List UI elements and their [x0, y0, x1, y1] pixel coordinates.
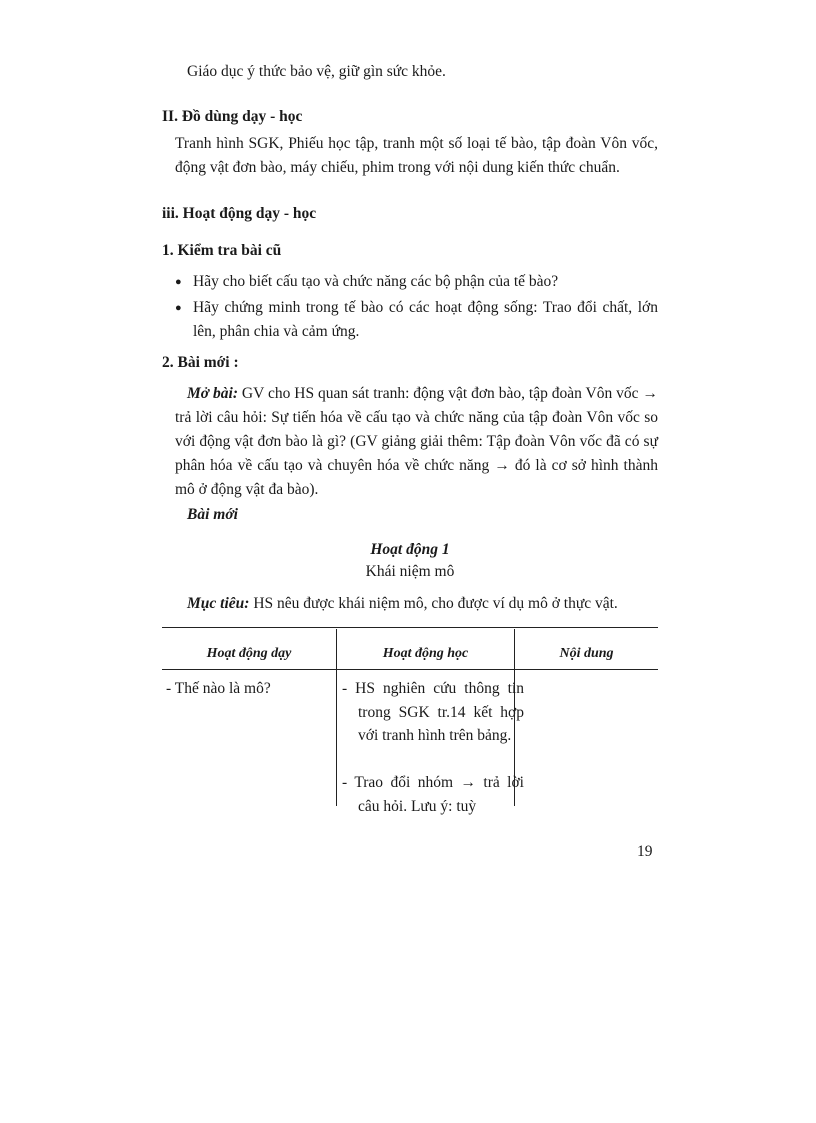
activity-title: Hoạt động 1: [370, 541, 450, 558]
objective-paragraph: [175, 592, 658, 616]
bullet-text: Hãy chứng minh trong tế bào có các hoạt động sống: Trao đổi chất, lớn lên, phân chia và cảm ứng.: [193, 299, 658, 340]
section-heading-materials: II. Đồ dùng dạy - học: [162, 108, 303, 125]
bullet-dot-icon: ●: [175, 302, 182, 314]
objective-text: HS nêu được khái niệm mô, cho được ví dụ mô ở thực vật.: [249, 595, 618, 612]
activity-subtitle: Khái niệm mô: [365, 563, 455, 580]
section-heading-activities: iii. Hoạt động dạy - học: [162, 205, 317, 222]
opening-paragraph: [175, 382, 658, 502]
check-old-bullet: [175, 270, 658, 294]
table-top-rule: [162, 627, 658, 628]
objective-label: Mục tiêu:: [187, 595, 250, 612]
table-header-learn: Hoạt động học: [382, 646, 469, 661]
materials-text: Tranh hình SGK, Phiếu học tập, tranh một số loại tế bào, tập đoàn Vôn vốc, động vật đơn bào, máy chiếu, phim trong với nội dung kiến thức chuẩn.: [175, 135, 658, 176]
bullet-dot-icon: ●: [175, 276, 182, 288]
sub-label-paragraph: [175, 503, 658, 527]
table-header-rule: [162, 669, 658, 670]
page-number: 19: [637, 843, 653, 860]
table-header-teach: Hoạt động dạy: [206, 646, 292, 661]
new-lesson-heading: 2. Bài mới :: [162, 354, 239, 371]
table-cell-teach: - Thế nào là mô?: [166, 680, 271, 697]
check-old-heading: 1. Kiểm tra bài cũ: [162, 242, 282, 259]
new-lesson-sub-label: Bài mới: [187, 506, 238, 523]
table-cell-learn: - Trao đổi nhóm → trả lời câu hỏi. Lưu ý: tuỳ: [342, 774, 524, 815]
intro-line: Giáo dục ý thức bảo vệ, giữ gìn sức khỏe.: [187, 63, 446, 80]
table-header-content: Nội dung: [559, 646, 614, 661]
opening-label: Mở bài:: [187, 385, 238, 402]
table-cell-learn: - HS nghiên cứu thông tin trong SGK tr.14 kết hợp với tranh hình trên bảng.: [342, 680, 524, 744]
check-old-bullet: [175, 296, 658, 344]
bullet-text: Hãy cho biết cấu tạo và chức năng các bộ phận của tế bào?: [193, 273, 559, 290]
opening-text: GV cho HS quan sát tranh: động vật đơn bào, tập đoàn Vôn vốc → trả lời câu hỏi: Sự tiến hóa về cấu tạo và chức năng của tập đoàn Vôn vốc so với động vật đơn bào là gì? (GV giảng giải thêm: Tập đoàn Vôn vốc đã có sự phân hóa về cấu tạo và chuyên hóa về chức năng → đó là cơ sở hình thành mô ở động vật đa bào).: [175, 385, 658, 498]
